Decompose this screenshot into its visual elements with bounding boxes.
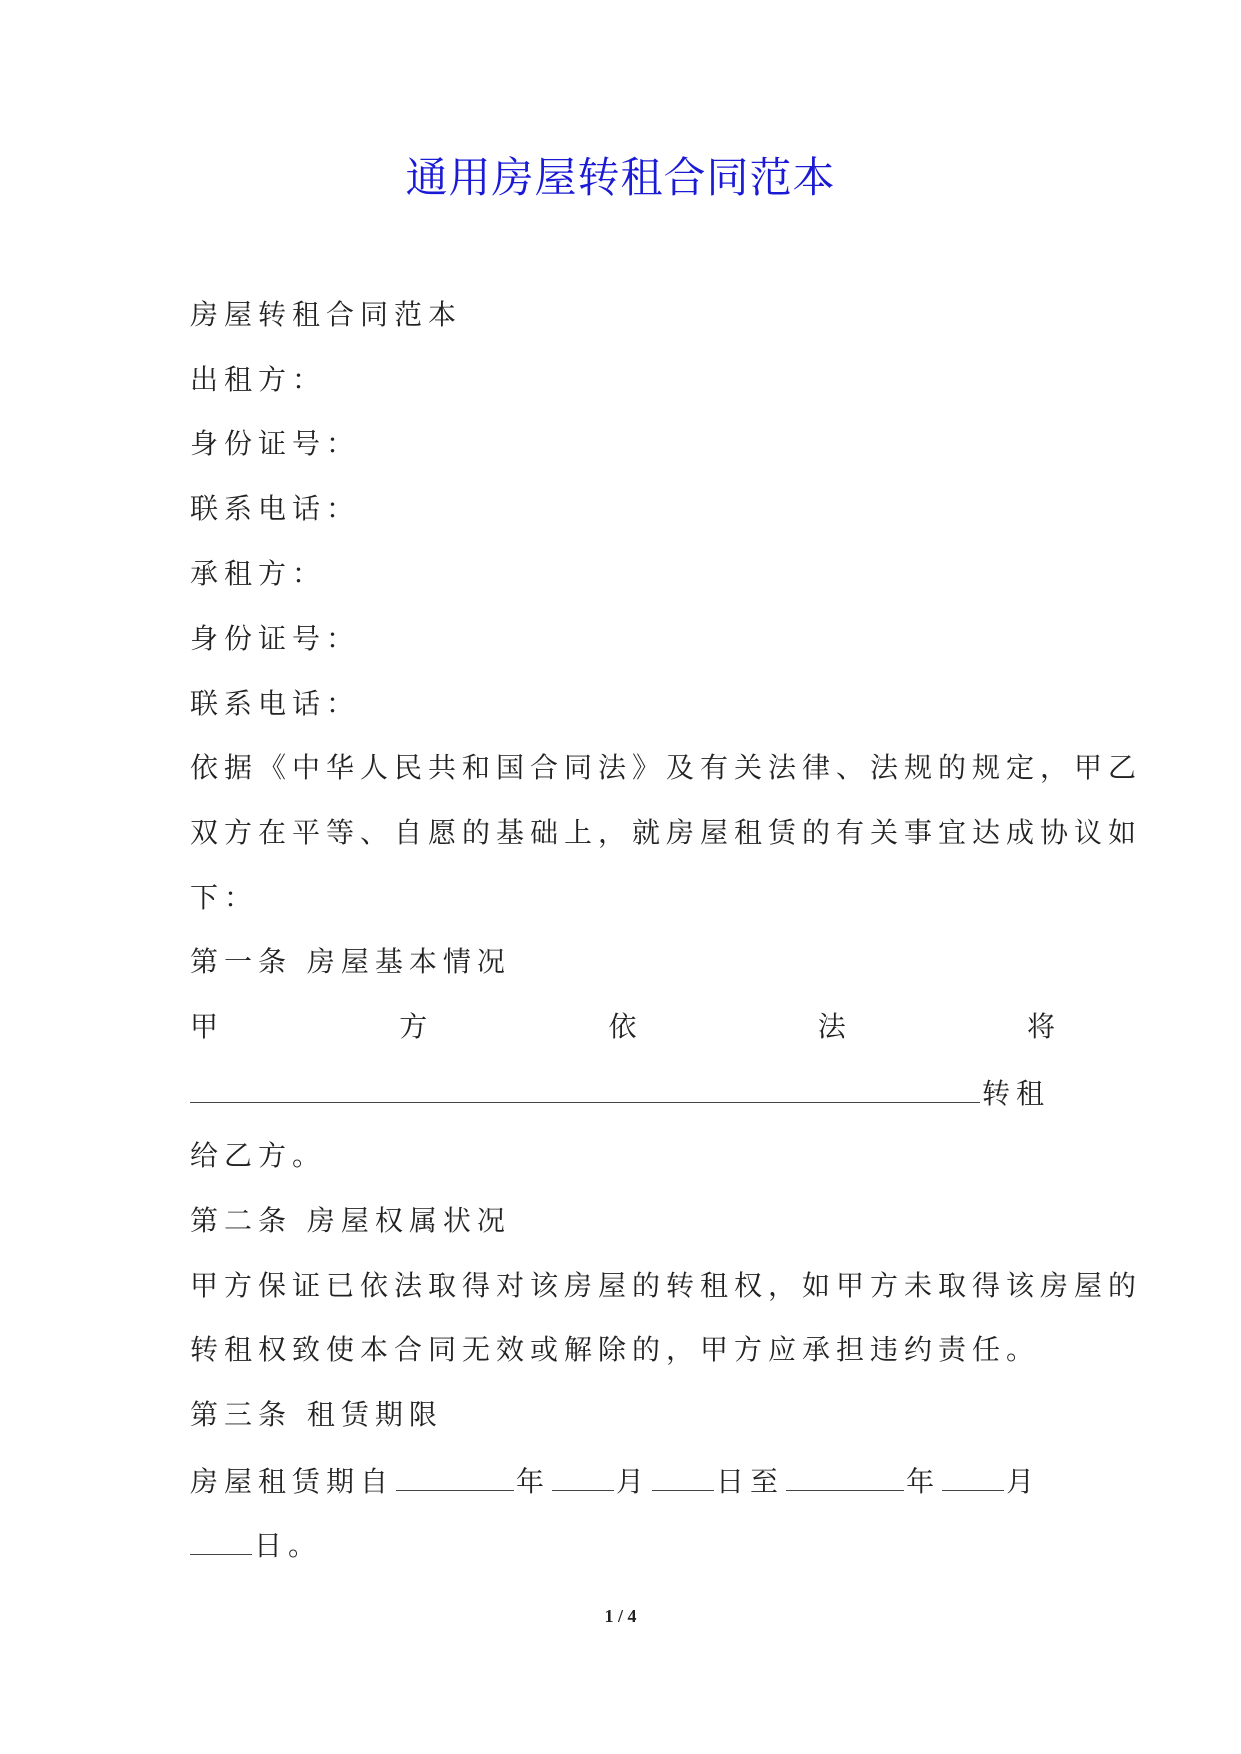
article-2-line-1: 甲方保证已依法取得对该房屋的转租权，如甲方未取得该房屋的 — [190, 1269, 1143, 1302]
article-2-heading: 第二条 房屋权属状况 — [190, 1204, 511, 1237]
start-day-blank — [652, 1460, 714, 1491]
article-3-period-line — [190, 1460, 1055, 1502]
lessee-id-label: 身份证号： — [190, 622, 361, 655]
day-end-label: 日。 — [254, 1529, 323, 1562]
address-blank — [190, 1072, 980, 1103]
month-label: 月 — [1006, 1465, 1041, 1498]
article-1-char: 依 — [608, 1010, 637, 1043]
article-1-char: 方 — [399, 1010, 428, 1043]
start-month-blank — [552, 1460, 614, 1491]
article-1-char: 法 — [817, 1010, 846, 1043]
sublet-label: 转租 — [982, 1077, 1051, 1110]
document-title: 通用房屋转租合同范本 — [405, 153, 836, 202]
lessee-phone-label: 联系电话： — [190, 687, 361, 720]
end-year-blank — [786, 1460, 904, 1491]
lessor-phone-label: 联系电话： — [190, 492, 361, 525]
month-label: 月 — [616, 1465, 651, 1498]
article-1-end: 给乙方。 — [190, 1139, 327, 1172]
article-3-end-line — [190, 1524, 1055, 1566]
end-month-blank — [942, 1460, 1004, 1491]
article-1-address-line — [190, 1072, 1055, 1114]
article-1-char: 甲 — [190, 1010, 219, 1043]
start-year-blank — [396, 1460, 514, 1491]
intro-line-2: 双方在平等、自愿的基础上，就房屋租赁的有关事宜达成协议如 — [190, 816, 1143, 849]
intro-line-3: 下： — [190, 881, 259, 914]
lessor-label: 出租方： — [190, 363, 327, 396]
article-1-heading: 第一条 房屋基本情况 — [190, 945, 511, 978]
article-1-char: 将 — [1026, 1010, 1055, 1043]
article-1-spread-line — [190, 1007, 1055, 1047]
lessor-id-label: 身份证号： — [190, 427, 361, 460]
year-label: 年 — [516, 1465, 551, 1498]
intro-line-1: 依据《中华人民共和国合同法》及有关法律、法规的规定，甲乙 — [190, 751, 1143, 784]
period-start-label: 房屋租赁期自 — [190, 1465, 395, 1498]
year-label: 年 — [906, 1465, 941, 1498]
day-to-label: 日至 — [716, 1465, 785, 1498]
article-2-line-2: 转租权致使本合同无效或解除的，甲方应承担违约责任。 — [190, 1333, 1041, 1366]
article-3-heading: 第三条 租赁期限 — [190, 1398, 443, 1431]
end-day-blank — [190, 1524, 252, 1555]
subtitle: 房屋转租合同范本 — [190, 298, 463, 331]
page-number: 1 / 4 — [604, 1606, 637, 1626]
lessee-label: 承租方： — [190, 557, 327, 590]
